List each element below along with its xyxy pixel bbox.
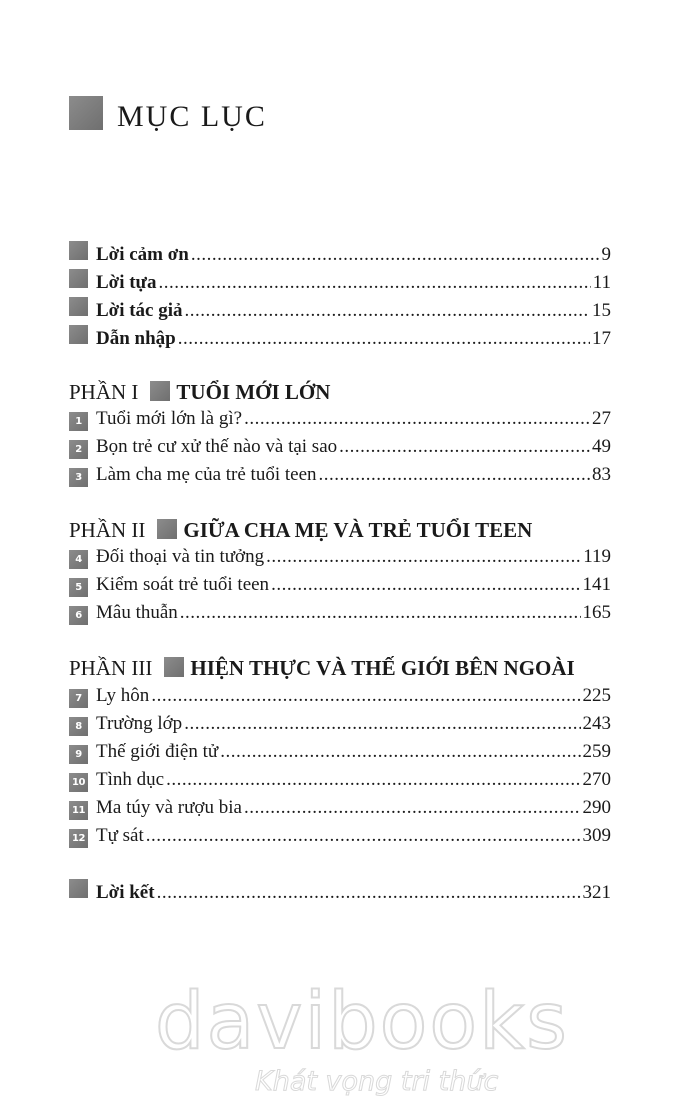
entry-label: Tuổi mới lớn là gì? bbox=[96, 408, 243, 429]
chapter-number-badge: 2 bbox=[69, 440, 88, 459]
entry-label: Tự sát bbox=[96, 825, 144, 846]
entry-page: 119 bbox=[583, 546, 611, 567]
entry-page: 83 bbox=[592, 464, 611, 485]
toc-entry-chapter-4[interactable] bbox=[69, 546, 611, 574]
square-bullet-icon bbox=[69, 96, 103, 130]
square-bullet-icon bbox=[69, 297, 88, 316]
toc-entry-chapter-3[interactable] bbox=[69, 464, 611, 492]
dot-leader bbox=[151, 685, 580, 707]
chapter-number-badge: 6 bbox=[69, 606, 88, 625]
entry-label: Kiểm soát trẻ tuổi teen bbox=[96, 574, 270, 595]
entry-label: Thế giới điện tử bbox=[96, 741, 219, 762]
entry-label: Ma túy và rượu bia bbox=[96, 797, 242, 818]
square-bullet-icon bbox=[157, 519, 177, 539]
toc-title bbox=[69, 96, 267, 134]
entry-label: Đối thoại và tin tưởng bbox=[96, 546, 265, 567]
dot-leader bbox=[271, 574, 580, 596]
toc-entry-chapter-9[interactable] bbox=[69, 741, 611, 769]
dot-leader bbox=[191, 244, 600, 266]
entry-page: 11 bbox=[592, 272, 611, 293]
toc-entry-chapter-11[interactable] bbox=[69, 797, 611, 825]
toc-title-text: MỤC LỤC bbox=[117, 100, 267, 133]
toc-entry-front-4[interactable] bbox=[69, 325, 611, 353]
dot-leader bbox=[166, 769, 580, 791]
entry-page: 15 bbox=[592, 300, 611, 321]
part-heading-3 bbox=[69, 656, 575, 686]
watermark-slogan: Khát vọng tri thức bbox=[255, 1066, 499, 1097]
square-bullet-icon bbox=[69, 325, 88, 344]
toc-entry-chapter-2[interactable] bbox=[69, 436, 611, 464]
toc-entry-chapter-10[interactable] bbox=[69, 769, 611, 797]
entry-page: 165 bbox=[582, 602, 611, 623]
square-bullet-icon bbox=[69, 269, 88, 288]
dot-leader bbox=[146, 825, 581, 847]
entry-page: 17 bbox=[592, 328, 611, 349]
chapter-number-badge: 5 bbox=[69, 578, 88, 597]
dot-leader bbox=[180, 602, 581, 624]
chapter-number-badge: 10 bbox=[69, 773, 88, 792]
entry-page: 259 bbox=[582, 741, 611, 762]
dot-leader bbox=[185, 300, 590, 322]
entry-page: 141 bbox=[582, 574, 611, 595]
chapter-number-badge: 9 bbox=[69, 745, 88, 764]
chapter-number-badge: 4 bbox=[69, 550, 88, 569]
chapter-number-badge: 8 bbox=[69, 717, 88, 736]
dot-leader bbox=[157, 882, 581, 904]
square-bullet-icon bbox=[150, 381, 170, 401]
dot-leader bbox=[244, 408, 590, 430]
chapter-number-badge: 1 bbox=[69, 412, 88, 431]
watermark bbox=[155, 977, 569, 1067]
dot-leader bbox=[184, 713, 580, 735]
entry-label: Lời cảm ơn bbox=[96, 244, 189, 265]
toc-entry-front-3[interactable] bbox=[69, 297, 611, 325]
entry-page: 9 bbox=[601, 244, 611, 265]
dot-leader bbox=[178, 328, 590, 350]
entry-page: 27 bbox=[592, 408, 611, 429]
chapter-number-badge: 3 bbox=[69, 468, 88, 487]
toc-entry-front-2[interactable] bbox=[69, 269, 611, 297]
part-title: GIỮA CHA MẸ VÀ TRẺ TUỔI TEEN bbox=[183, 518, 533, 542]
dot-leader bbox=[319, 464, 590, 486]
entry-page: 309 bbox=[582, 825, 611, 846]
part-label: PHẦN I bbox=[69, 380, 139, 404]
entry-label: Tình dục bbox=[96, 769, 165, 790]
toc-entry-epilogue[interactable] bbox=[69, 879, 611, 907]
dot-leader bbox=[266, 546, 581, 568]
entry-label: Bọn trẻ cư xử thế nào và tại sao bbox=[96, 436, 338, 457]
entry-page: 225 bbox=[582, 685, 611, 706]
part-label: PHẦN III bbox=[69, 656, 153, 680]
toc-entry-chapter-7[interactable] bbox=[69, 685, 611, 713]
entry-label: Ly hôn bbox=[96, 685, 150, 706]
chapter-number-badge: 12 bbox=[69, 829, 88, 848]
chapter-number-badge: 7 bbox=[69, 689, 88, 708]
entry-page: 290 bbox=[582, 797, 611, 818]
toc-entry-chapter-6[interactable] bbox=[69, 602, 611, 630]
toc-entry-chapter-8[interactable] bbox=[69, 713, 611, 741]
entry-label: Dẫn nhập bbox=[96, 328, 176, 349]
entry-page: 49 bbox=[592, 436, 611, 457]
toc-entry-front-1[interactable] bbox=[69, 241, 611, 269]
toc-entry-chapter-1[interactable] bbox=[69, 408, 611, 436]
entry-label: Mâu thuẫn bbox=[96, 602, 178, 623]
square-bullet-icon bbox=[69, 879, 88, 898]
entry-label: Lời kết bbox=[96, 882, 155, 903]
watermark-brand: davibooks bbox=[155, 977, 569, 1067]
dot-leader bbox=[158, 272, 590, 294]
entry-page: 321 bbox=[582, 882, 611, 903]
entry-page: 243 bbox=[582, 713, 611, 734]
part-heading-2 bbox=[69, 518, 532, 548]
entry-label: Làm cha mẹ của trẻ tuổi teen bbox=[96, 464, 317, 485]
part-heading-1 bbox=[69, 380, 330, 410]
toc-entry-chapter-12[interactable] bbox=[69, 825, 611, 853]
entry-label: Lời tựa bbox=[96, 272, 157, 293]
dot-leader bbox=[244, 797, 581, 819]
entry-label: Lời tác giả bbox=[96, 300, 183, 321]
entry-label: Trường lớp bbox=[96, 713, 183, 734]
entry-page: 270 bbox=[582, 769, 611, 790]
part-title: HIỆN THỰC VÀ THẾ GIỚI BÊN NGOÀI bbox=[190, 656, 575, 680]
toc-entry-chapter-5[interactable] bbox=[69, 574, 611, 602]
dot-leader bbox=[220, 741, 580, 763]
dot-leader bbox=[339, 436, 590, 458]
chapter-number-badge: 11 bbox=[69, 801, 88, 820]
square-bullet-icon bbox=[69, 241, 88, 260]
square-bullet-icon bbox=[164, 657, 184, 677]
part-label: PHẦN II bbox=[69, 518, 146, 542]
part-title: TUỔI MỚI LỚN bbox=[176, 380, 331, 404]
